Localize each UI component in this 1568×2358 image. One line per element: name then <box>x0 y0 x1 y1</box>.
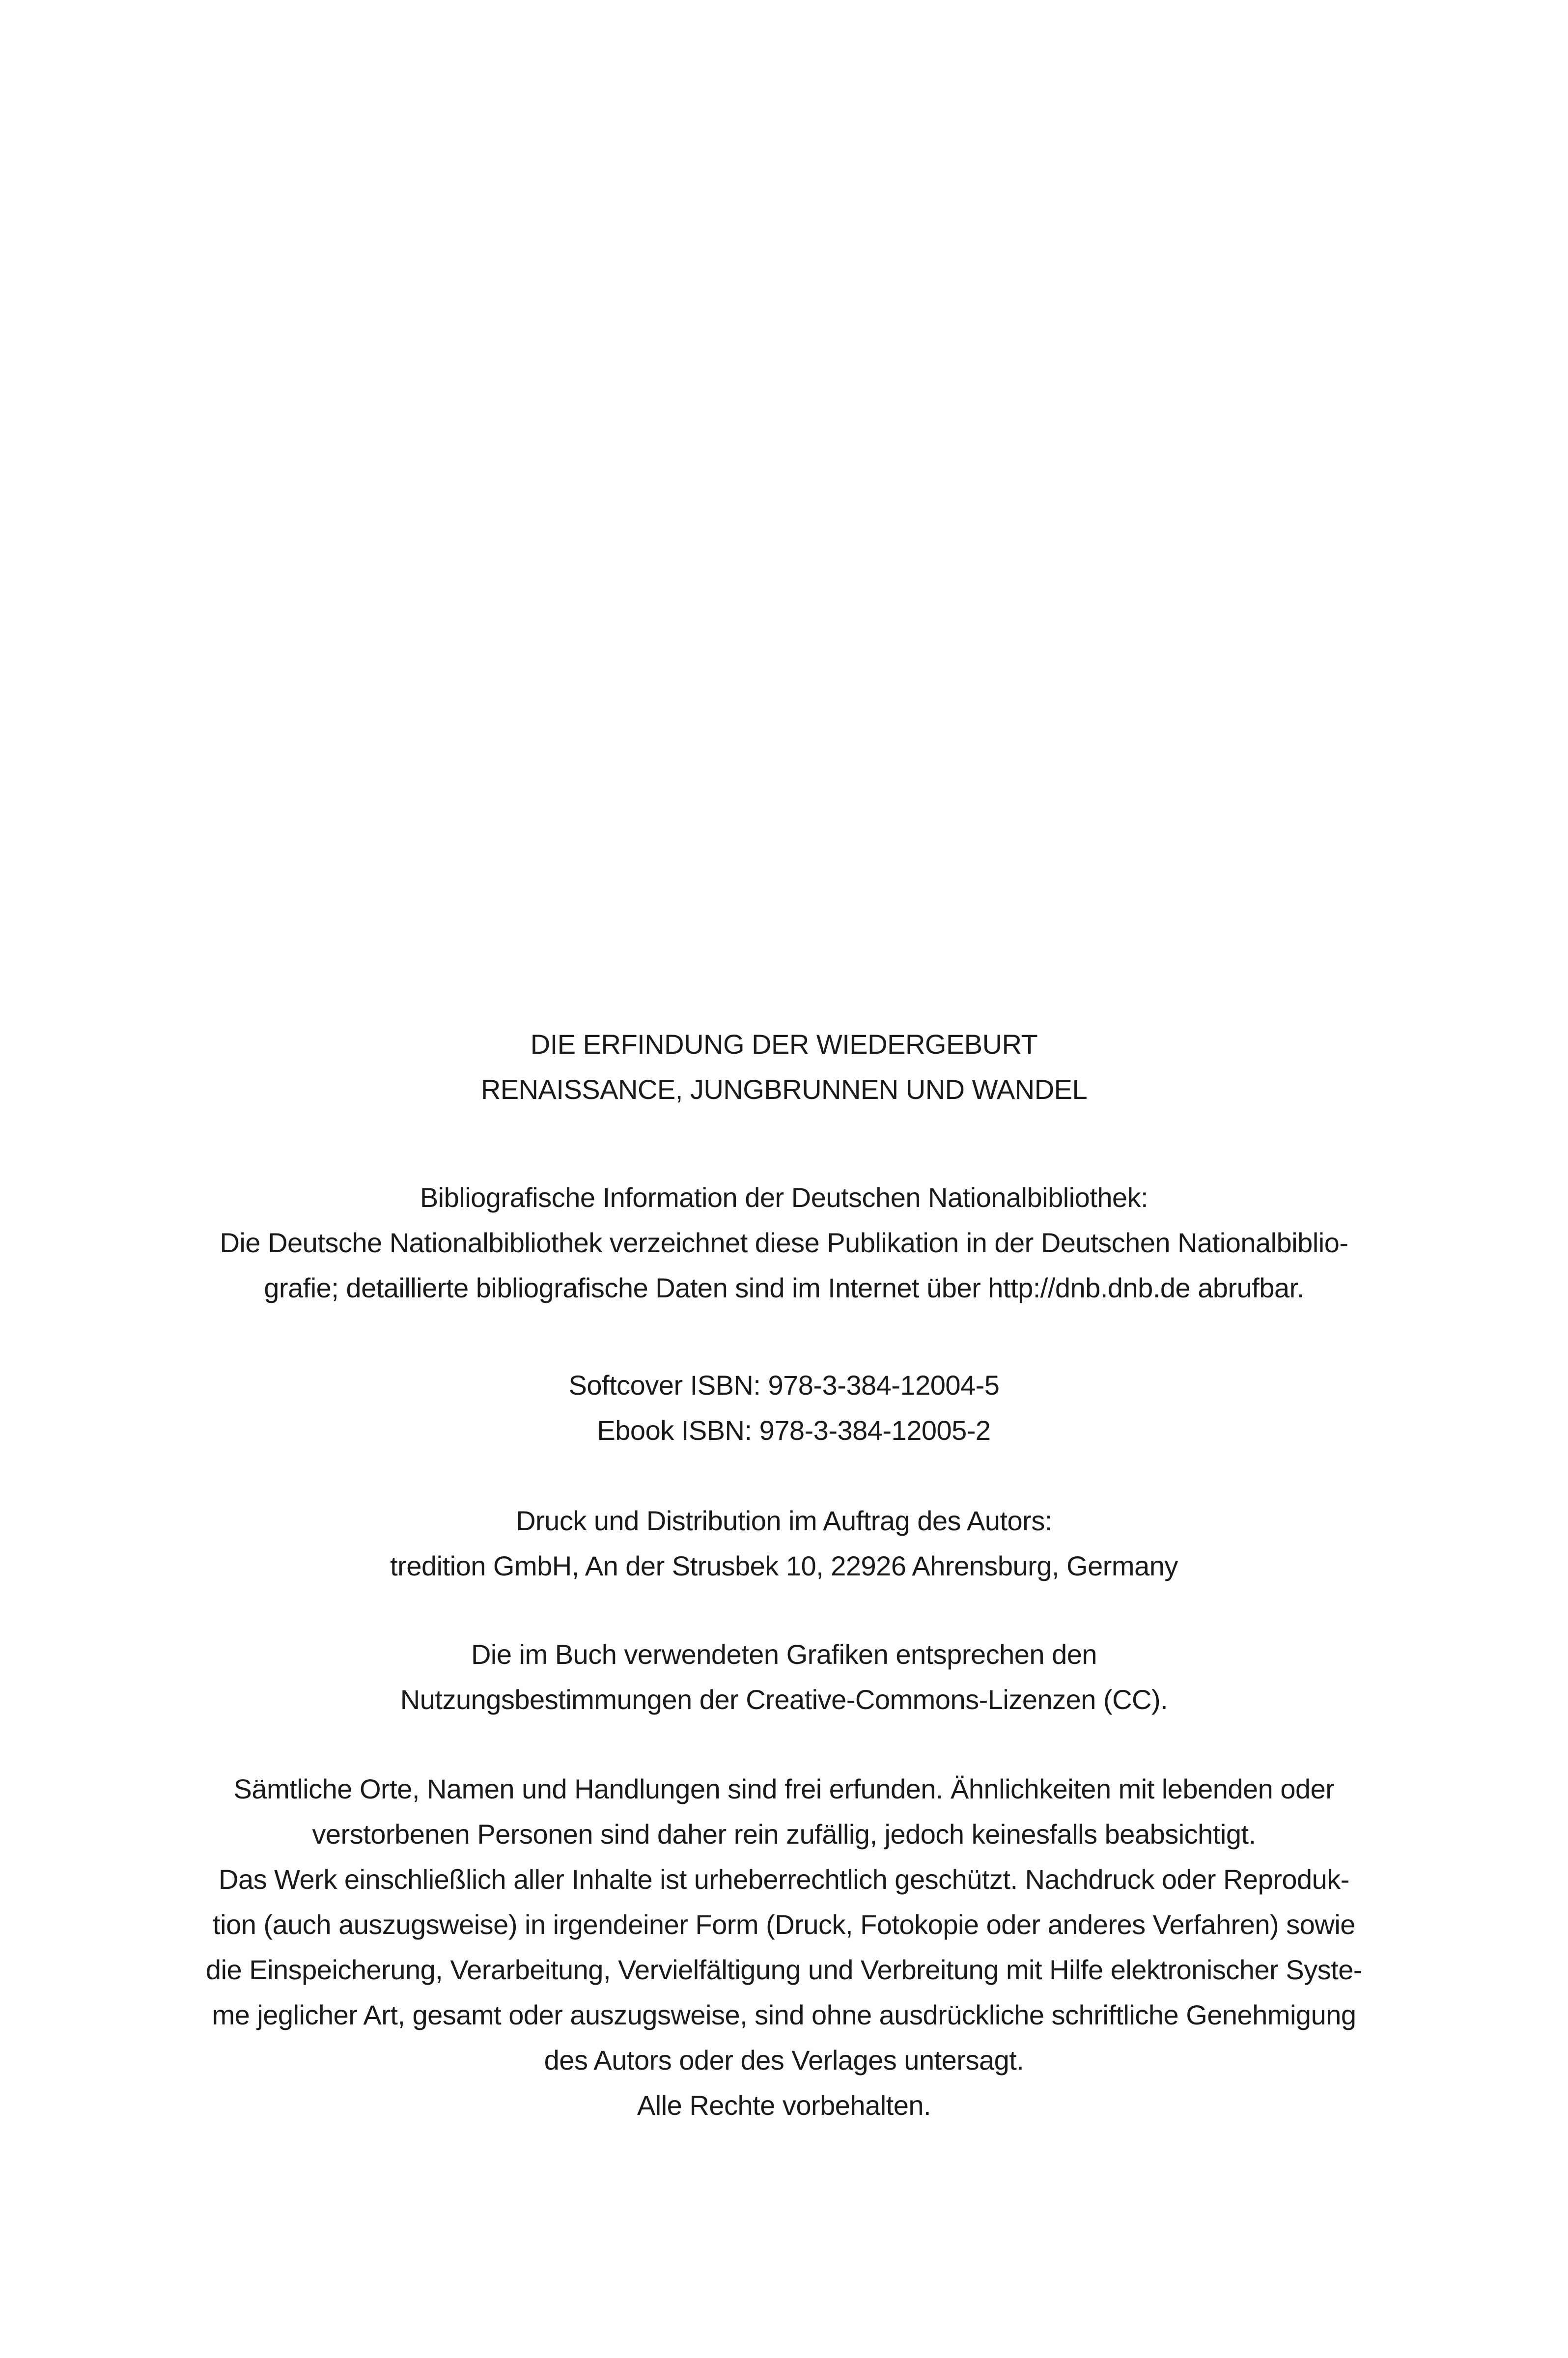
book-title: DIE ERFINDUNG DER WIEDERGEBURT <box>530 1029 1038 1060</box>
bibliographic-text-line-1: Die Deutsche Nationalbibliothek verzeichnet diese Publikation in der Deutschen Nationalbiblio- <box>220 1227 1348 1258</box>
graphics-notice-block <box>0 1632 1568 1722</box>
isbn-block <box>0 1363 1568 1453</box>
legal-line-6: me jeglicher Art, gesamt oder auszugsweise, sind ohne ausdrückliche schriftliche Genehmigung <box>212 1999 1356 2030</box>
bibliographic-info-block <box>0 1175 1568 1311</box>
legal-line-3: Das Werk einschließlich aller Inhalte ist urheberrechtlich geschützt. Nachdruck oder Reproduk- <box>219 1864 1349 1895</box>
bibliographic-text-line-2: grafie; detaillierte bibliografische Daten sind im Internet über http://dnb.dnb.de abrufbar. <box>264 1272 1304 1303</box>
softcover-isbn: Softcover ISBN: 978-3-384-12004-5 <box>568 1370 1000 1401</box>
book-subtitle: RENAISSANCE, JUNGBRUNNEN UND WANDEL <box>480 1074 1088 1105</box>
graphics-notice-line-1: Die im Buch verwendeten Grafiken entsprechen den <box>471 1639 1097 1670</box>
graphics-notice-line-2: Nutzungsbestimmungen der Creative-Commons-Lizenzen (CC). <box>400 1684 1168 1715</box>
legal-line-2: verstorbenen Personen sind daher rein zufällig, jedoch keinesfalls beabsichtigt. <box>312 1819 1256 1850</box>
rights-reserved: Alle Rechte vorbehalten. <box>637 2090 931 2121</box>
publisher-block <box>0 1498 1568 1589</box>
legal-line-1: Sämtliche Orte, Namen und Handlungen sind frei erfunden. Ähnlichkeiten mit lebenden oder <box>233 1773 1335 1804</box>
bibliographic-heading: Bibliografische Information der Deutschen Nationalbibliothek: <box>420 1182 1148 1213</box>
ebook-isbn: Ebook ISBN: 978-3-384-12005-2 <box>597 1415 991 1446</box>
book-title-block <box>0 1022 1568 1112</box>
publisher-heading: Druck und Distribution im Auftrag des Autors: <box>516 1505 1052 1536</box>
publisher-address: tredition GmbH, An der Strusbek 10, 22926 Ahrensburg, Germany <box>390 1550 1178 1581</box>
legal-line-4: tion (auch auszugsweise) in irgendeiner Form (Druck, Fotokopie oder anderes Verfahren) sowie <box>213 1909 1355 1940</box>
legal-notice-block <box>0 1767 1568 2128</box>
legal-line-7: des Autors oder des Verlages untersagt. <box>544 2045 1024 2076</box>
legal-line-5: die Einspeicherung, Verarbeitung, Vervielfältigung und Verbreitung mit Hilfe elektronischer Syste- <box>205 1954 1363 1985</box>
